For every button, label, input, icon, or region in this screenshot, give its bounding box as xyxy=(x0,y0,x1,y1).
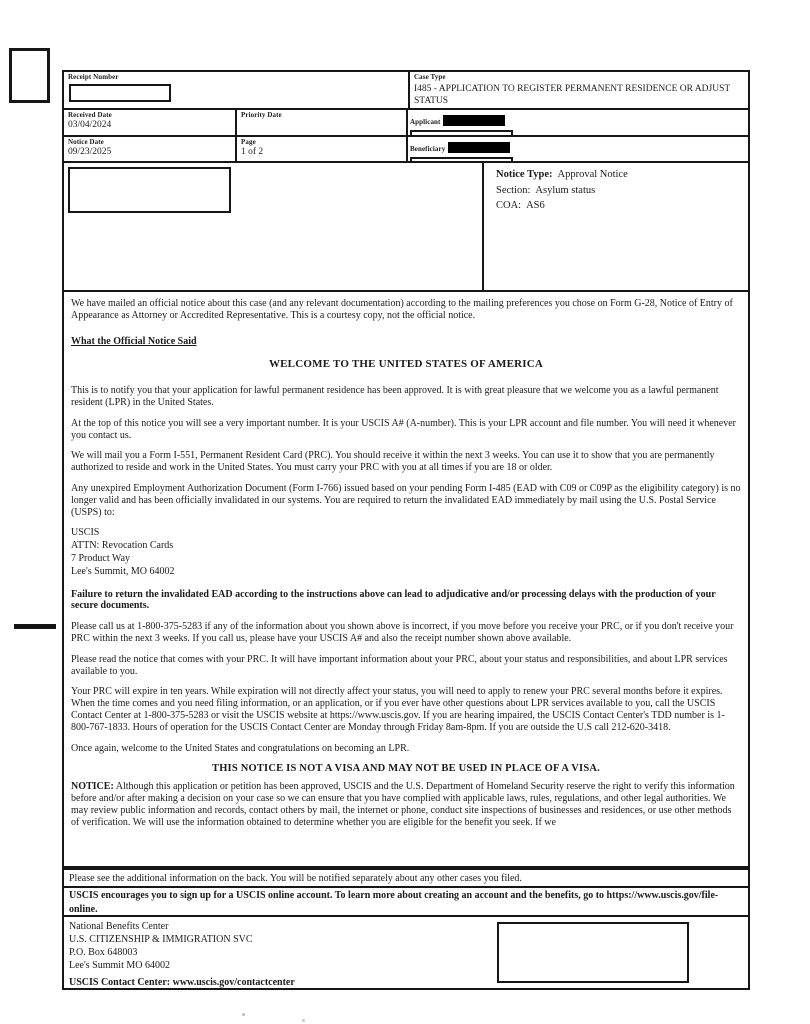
footer-address-line: P.O. Box 648003 xyxy=(69,947,138,958)
congratulations-paragraph: Once again, welcome to the United States and congratulations on becoming an LPR. xyxy=(71,742,410,754)
mailing-preferences-paragraph: We have mailed an official notice about this case (and any relevant documentation) according to the mailing preferences you chose on Form G-28, Notice of Entry of Appearance as Attorney or Accredited Representative. This is a courtesy copy, not the official notice. xyxy=(71,298,733,321)
verification-notice-text: Although this application or petition has been approved, USCIS and the U.S. Department of Homeland Security reserve the right to verify this information before and/or after making a decision on your case so we can ensure that you have complied with applicable laws, rules, regulations, and other legal authorities. We may review public information and records, contact others by mail, the internet or phone, conduct site inspections of businesses and residences, or use other methods of verification. We will use the information obtained to determine whether you are eligible for the benefit you seek. If we xyxy=(71,781,735,828)
page-label: Page xyxy=(241,138,256,146)
ead-return-address xyxy=(71,527,741,578)
case-type-cell xyxy=(410,72,748,108)
notice-type-label: Notice Type: xyxy=(496,169,553,180)
ead-address-line: ATTN: Revocation Cards xyxy=(71,540,174,552)
priority-date-label: Priority Date xyxy=(241,111,282,119)
registration-mark-box xyxy=(9,48,50,103)
prc-expiry-paragraph: Your PRC will expire in ten years. While expiration will not directly affect your status, you will need to apply to renew your PRC several months before it expires. When the time comes and you need filing information, or an application, or if you ever have other questions about LPR services available to you, call the USCIS Contact Center at 1-800-375-5283 or visit the USCIS website at https://www.uscis.gov. If you are hearing impaired, the USCIS Contact Center's TDD number is 1-800-767-1833. Hours of operation for the USCIS Contact Center are Monday through Friday 8am-8pm. If you are outside the U.S call 212-620-3418. xyxy=(71,686,725,733)
header-row-3 xyxy=(64,135,748,161)
footer-address-line: Lee's Summit MO 64002 xyxy=(69,960,170,971)
case-type-label: Case Type xyxy=(414,73,446,81)
approval-paragraph: This is to notify you that your application for lawful permanent residence has been approved. It is with great pleasure that we welcome you as a lawful permanent resident (LPR) in the United States. xyxy=(71,385,719,408)
footer-address-line: U.S. CITIZENSHIP & IMMIGRATION SVC xyxy=(69,934,253,945)
beneficiary-number-redacted-box xyxy=(410,157,513,161)
receipt-number-label: Receipt Number xyxy=(68,73,119,81)
priority-date-cell xyxy=(237,110,408,135)
not-a-visa-heading: THIS NOTICE IS NOT A VISA AND MAY NOT BE USED IN PLACE OF A VISA. xyxy=(211,763,600,775)
coa-value: AS6 xyxy=(526,200,545,211)
ead-address-line: USCIS xyxy=(71,527,100,539)
ead-invalidated-paragraph: Any unexpired Employment Authorization Document (Form I-766) issued based on your pending Form I-485 (EAD with C09 or C09P as the eligibility category) is no longer valid and has been officially invalidated in our systems. You are required to return the invalidated EAD immediately by mail using the U.S. Postal Service (USPS) to: xyxy=(71,482,741,518)
receipt-number-cell xyxy=(64,72,410,108)
notice-date-cell xyxy=(64,137,237,161)
call-us-paragraph: Please call us at 1-800-375-5283 if any of the information about you shown above is incorrect, if you move before you receive your PRC, or if you don't receive your PRC within the next 3 weeks. If you call us, please have your USCIS A# and also the receipt number shown above available. xyxy=(71,621,734,644)
header-row-1 xyxy=(64,72,748,108)
notice-prefix: NOTICE: xyxy=(71,781,114,793)
case-type-value: I485 - APPLICATION TO REGISTER PERMANENT RESIDENCE OR ADJUST STATUS xyxy=(414,84,730,106)
prc-mail-paragraph: We will mail you a Form I-551, Permanent Resident Card (PRC). You should receive it within the next 3 weeks. You can use it to show that you are permanently authorized to reside and work in the United States. You must carry your PRC with you at all times if you are 18 or older. xyxy=(71,450,715,474)
failure-warning-paragraph: Failure to return the invalidated EAD according to the instructions above can lead to adjudicative and/or processing delays with the production of your secure documents. xyxy=(71,588,716,612)
notice-type-cell xyxy=(482,163,748,290)
coa-line xyxy=(496,198,742,214)
received-date-label: Received Date xyxy=(68,111,112,119)
ead-address-line: 7 Product Way xyxy=(71,552,131,564)
footer-address-box xyxy=(62,915,750,990)
section-label: Section: xyxy=(496,184,531,196)
footer-address-line: National Benefits Center xyxy=(69,921,169,932)
notice-body xyxy=(62,290,750,868)
receipt-number-redacted-box xyxy=(69,84,171,102)
received-date-cell xyxy=(64,110,237,135)
scan-artifact-dot xyxy=(302,1019,305,1022)
received-date-value: 03/04/2024 xyxy=(68,120,112,130)
notice-type-value: Approval Notice xyxy=(557,169,628,180)
official-notice-heading: What the Official Notice Said xyxy=(71,335,197,347)
contact-center-line: USCIS Contact Center: www.uscis.gov/contactcenter xyxy=(69,977,295,988)
notice-date-value: 09/23/2025 xyxy=(68,147,112,157)
notice-type-line xyxy=(496,167,742,183)
applicant-name-redaction xyxy=(443,115,505,126)
applicant-label: Applicant xyxy=(410,118,441,126)
notice-header-table xyxy=(62,70,750,163)
welcome-heading: WELCOME TO THE UNITED STATES OF AMERICA xyxy=(268,358,544,371)
beneficiary-name-redaction xyxy=(448,142,510,153)
address-window-redacted-box xyxy=(68,167,231,213)
margin-fold-mark xyxy=(14,624,56,629)
notice-meta-section xyxy=(62,163,750,290)
applicant-cell xyxy=(408,110,748,135)
page-value: 1 of 2 xyxy=(241,147,264,157)
section-value: Asylum status xyxy=(535,184,596,196)
additional-info-row: Please see the additional information on the back. You will be notified separately about any other cases you filed. xyxy=(62,868,750,888)
page-cell xyxy=(237,137,408,161)
beneficiary-label: Beneficiary xyxy=(410,145,446,153)
stamp-redacted-box xyxy=(497,922,689,983)
ead-address-line: Lee's Summit, MO 64002 xyxy=(71,565,175,577)
applicant-number-redacted-box xyxy=(410,130,513,135)
online-account-signup-row: USCIS encourages you to sign up for a USCIS online account. To learn more about creating an account and the benefits, go to https://www.uscis.gov/file-online. xyxy=(62,886,750,917)
header-row-2 xyxy=(64,108,748,135)
a-number-paragraph: At the top of this notice you will see a very important number. It is your USCIS A# (A-number). This is your LPR account and file number. You will need it whenever you contact us. xyxy=(71,417,736,441)
mailing-window-area xyxy=(64,163,482,290)
scan-artifact-dot xyxy=(242,1013,245,1016)
section-line xyxy=(496,183,742,199)
coa-label: COA: xyxy=(496,200,522,211)
read-notice-paragraph: Please read the notice that comes with your PRC. It will have important information about your PRC, about your status and responsibilities, and about LPR services available to you. xyxy=(71,653,728,677)
beneficiary-cell xyxy=(408,137,748,161)
verification-notice-paragraph xyxy=(71,781,741,828)
notice-date-label: Notice Date xyxy=(68,138,104,146)
